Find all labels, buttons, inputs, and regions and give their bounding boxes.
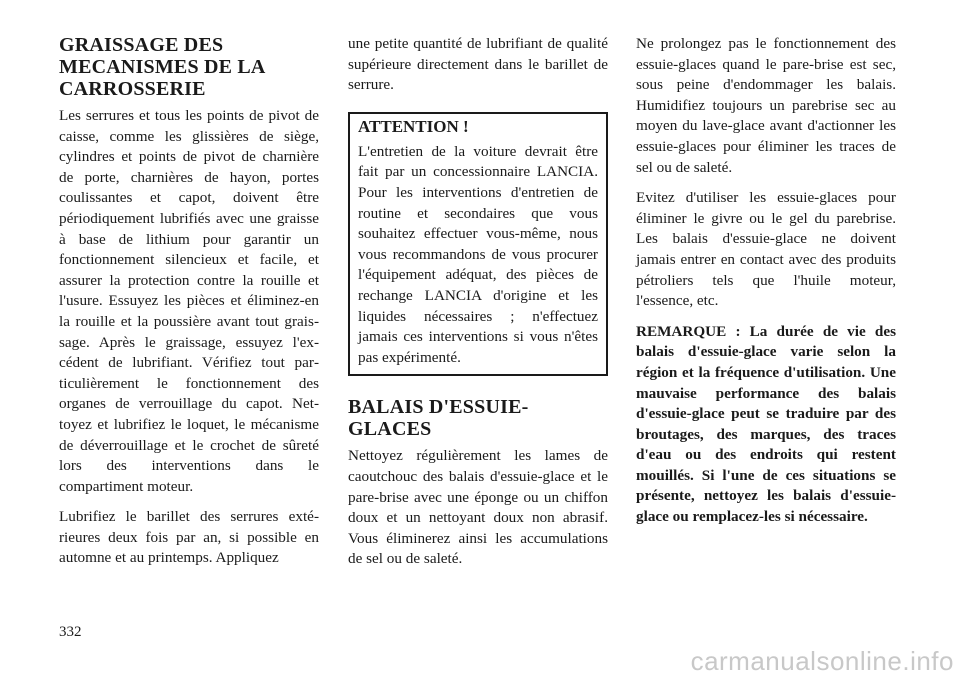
page-number: 332: [59, 624, 82, 640]
wiper-blades-paragraph-3: Evitez d'utiliser les essuie-glaces pour éliminer le givre ou le gel du parebrise. Les balais d'essuie-glace ne doivent jamais entrer en contact avec des produits pétroliers tels que l'huile moteur, l'essence, etc.: [636, 189, 896, 310]
warning-box: [348, 112, 608, 377]
warning-title: ATTENTION !: [358, 116, 469, 136]
wiper-blades-paragraph-1: Nettoyez régulièrement les lames de caoutchouc des balais d'essuie-glace et le pare-brise avec une éponge ou un chiffon doux et un nettoyant doux non abrasif. Vous éliminerez ainsi les accumulations de sel ou de saleté.: [348, 447, 608, 568]
warning-text: L'entretien de la voiture devrait être fait par un concessionnaire LANCIA. Pour les interventions d'entretien de routine et secondaires que vous souhaitez effectuer vous-même, nous vous recommandons de vous procurer l'équipement adéquat, des pièces de rechange LANCIA d'origine et les liquides nécessaires ; n'effectuez jamais ces interventions si vous n'êtes pas expérimenté.: [358, 142, 598, 366]
body-lubrication-paragraph-continued: une petite quantité de lubrifiant de qualité supérieure directement dans le barillet de serrure.: [348, 35, 608, 94]
body-lubrication-paragraph-2: Lubrifiez le barillet des serrures extérieures deux fois par an, si possible en automne et au printemps. Appliquez: [59, 508, 319, 567]
section-heading-body-lubrication: GRAISSAGE DES MECANISMES DE LA CARROSSERIE: [59, 34, 265, 100]
wiper-blades-paragraph-2: Ne prolongez pas le fonctionnement des essuie-glaces quand le pare-brise est sec, sous peine d'endommager les balais. Humidifiez toujours un parebrise sec au moyen du lave-glace avant d'actionner les essuie-glaces pour éliminer les traces de sel ou de saleté.: [636, 35, 896, 176]
watermark: carmanualsonline.info: [690, 646, 954, 676]
body-lubrication-paragraph-1: Les serrures et tous les points de pivot de caisse, comme les glissières de siège, cylindres et points de pivot de charnière de porte, charnières de hayon, portes coulissantes et capot, doivent être périodiquement lubrifiés avec une graisse à base de lithium pour garantir un fonctionnement silencieux et facile, et assurer la protection contre la rouille et l'usure. Essuyez les pièces et éliminez-en la rouille et la poussière avant tout graissage. Après le graissage, essuyez l'excédent de lubrifiant. Vérifiez tout particulièrement le fonctionnement des organes de verrouillage du capot. Nettoyez et lubrifiez le loquet, le mécanisme de déverrouillage et le crochet de sûreté lors des interventions dans le compartiment moteur.: [59, 107, 319, 495]
column-2: [348, 34, 608, 580]
section-heading-wiper-blades: BALAIS D'ESSUIE-GLACES: [348, 396, 529, 441]
column-1: [59, 34, 319, 579]
column-3: [636, 34, 896, 538]
wiper-blades-note: REMARQUE : La durée de vie des balais d'essuie-glace varie selon la région et la fréquence d'utilisation. Une mauvaise performance des balais d'essuie-glace peut se traduire par des broutages, des marques, des traces d'eau ou des endroits qui restent mouillés. Si l'une de ces situations se présente, nettoyez les balais d'essuie-glace ou remplacez-les si nécessaire.: [636, 322, 896, 526]
